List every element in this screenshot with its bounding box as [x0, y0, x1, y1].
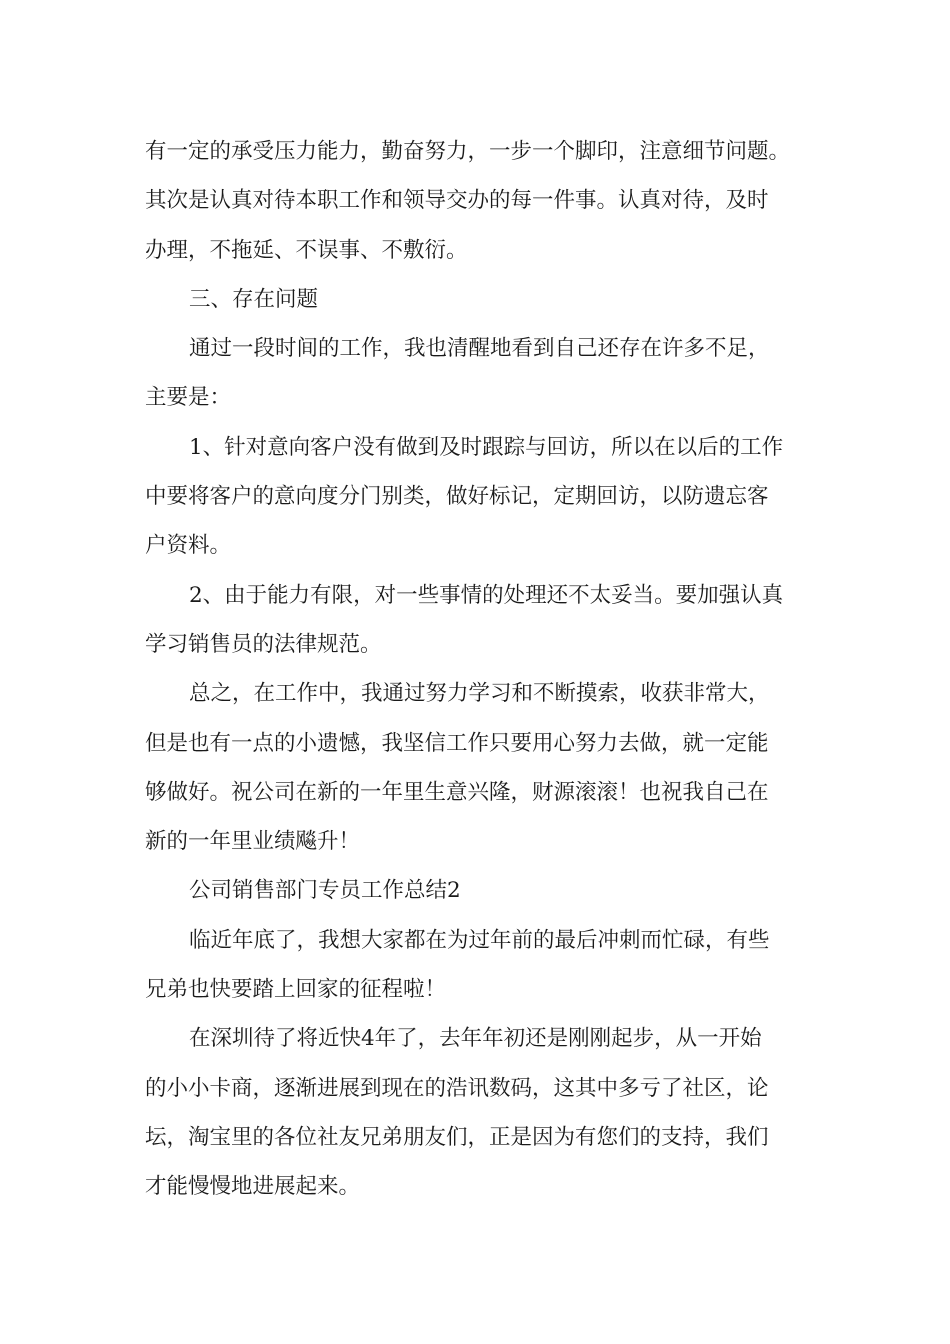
paragraph-item-2: 2、由于能力有限，对一些事情的处理还不太妥当。要加强认真 学习销售员的法律规范。: [145, 582, 784, 657]
paragraph-intro: 通过一段时间的工作，我也清醒地看到自己还存在许多不足， 主要是：: [145, 336, 770, 411]
document-body: [145, 127, 815, 1212]
paragraph-year-end: 临近年底了，我想大家都在为过年前的最后冲刺而忙碌，有些 兄弟也快要踏上回家的征程啦！: [145, 927, 770, 1003]
paragraph-shenzhen: 在深圳待了将近快4年了，去年年初还是刚刚起步，从一开始 的小小卡商，逐渐进展到现在的浩讯数码，这其中多亏了社区，论 坛，淘宝里的各位社友兄弟朋友们，正是因为有您们的支持，我们 才能慢慢地进展起来。: [145, 1026, 769, 1200]
paragraph-conclusion: 总之，在工作中，我通过努力学习和不断摸索，收获非常大， 但是也有一点的小遗憾，我坚信工作只要用心努力去做，就一定能 够做好。祝公司在新的一年里生意兴隆，财源滚滚！也祝我自己在 新的一年里业绩飚升！: [145, 681, 770, 855]
section-heading-problems: 三、存在问题: [189, 286, 319, 312]
paragraph-continued: 有一定的承受压力能力，勤奋努力，一步一个脚印，注意细节问题。 其次是认真对待本职工作和领导交办的每一件事。认真对待，及时 办理，不拖延、不误事、不敷衍。: [145, 139, 791, 263]
paragraph-item-1: 1、针对意向客户没有做到及时跟踪与回访，所以在以后的工作 中要将客户的意向度分门别类，做好标记，定期回访，以防遗忘客 户资料。: [145, 434, 784, 559]
section-title-summary-2: 公司销售部门专员工作总结2: [189, 878, 461, 904]
